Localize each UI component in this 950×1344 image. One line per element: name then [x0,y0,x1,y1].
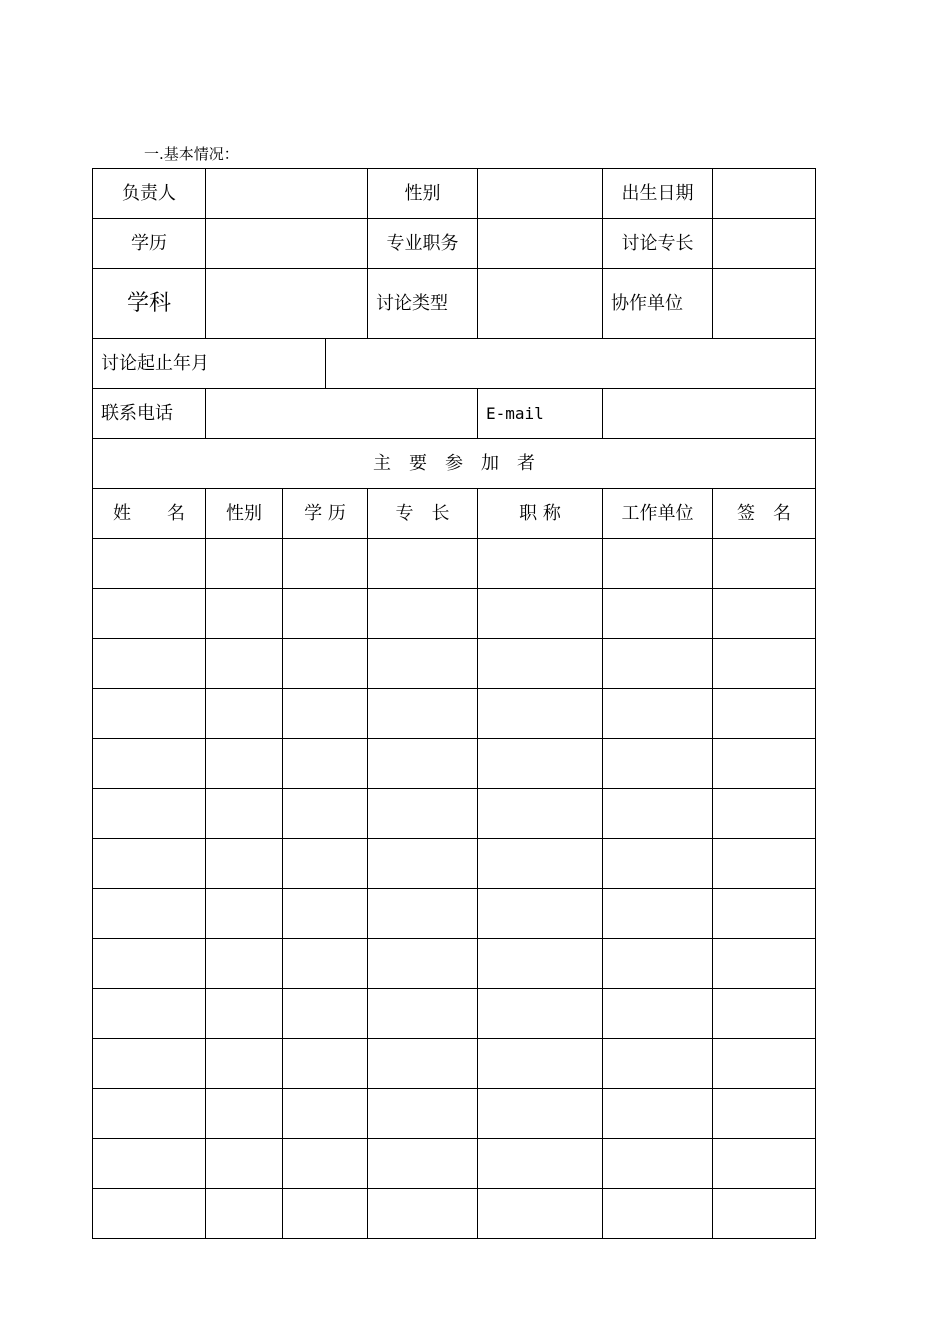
label-education: 学历 [93,219,206,269]
cell-name[interactable] [93,539,206,589]
cell-title[interactable] [478,839,603,889]
table-row [93,1139,816,1189]
table-row [93,739,816,789]
label-professional-title: 专业职务 [368,219,478,269]
cell-signature[interactable] [713,589,816,639]
cell-specialty[interactable] [368,1139,478,1189]
col-header-signature: 签 名 [713,489,816,539]
cell-signature[interactable] [713,1039,816,1089]
label-leader: 负责人 [93,169,206,219]
col-header-work-unit: 工作单位 [603,489,713,539]
cell-signature[interactable] [713,1139,816,1189]
cell-gender[interactable] [206,939,283,989]
cell-specialty[interactable] [368,1189,478,1239]
cell-work-unit[interactable] [603,1189,713,1239]
cell-name[interactable] [93,1189,206,1239]
section-title: 一.基本情况： [144,145,239,163]
cell-specialty[interactable] [368,539,478,589]
cell-name[interactable] [93,1139,206,1189]
cell-work-unit[interactable] [603,589,713,639]
cell-education[interactable] [283,639,368,689]
cell-signature[interactable] [713,989,816,1039]
label-discipline: 学科 [93,269,206,339]
field-birth-date[interactable] [713,169,816,219]
cell-gender[interactable] [206,689,283,739]
cell-work-unit[interactable] [603,1139,713,1189]
table-row [93,939,816,989]
cell-title[interactable] [478,639,603,689]
cell-work-unit[interactable] [603,1089,713,1139]
cell-education[interactable] [283,789,368,839]
table-row [93,989,816,1039]
cell-work-unit[interactable] [603,539,713,589]
row-leader [93,169,816,219]
cell-education[interactable] [283,1039,368,1089]
cell-gender[interactable] [206,739,283,789]
label-phone: 联系电话 [93,389,206,439]
cell-title[interactable] [478,939,603,989]
col-header-specialty: 专 长 [368,489,478,539]
cell-work-unit[interactable] [603,789,713,839]
col-header-title: 职 称 [478,489,603,539]
cell-name[interactable] [93,939,206,989]
cell-work-unit[interactable] [603,739,713,789]
cell-title[interactable] [478,889,603,939]
col-header-name: 姓 名 [93,489,206,539]
label-email: E-mail [478,389,603,439]
cell-gender[interactable] [206,1089,283,1139]
cell-specialty[interactable] [368,889,478,939]
table-row [93,789,816,839]
cell-signature[interactable] [713,939,816,989]
cell-work-unit[interactable] [603,889,713,939]
cell-name[interactable] [93,639,206,689]
field-discussion-period[interactable] [326,339,816,389]
cell-education[interactable] [283,1089,368,1139]
basic-info-table [92,168,816,1239]
cell-work-unit[interactable] [603,639,713,689]
cell-signature[interactable] [713,1089,816,1139]
field-professional-title[interactable] [478,219,603,269]
cell-work-unit[interactable] [603,689,713,739]
field-discussion-specialty[interactable] [713,219,816,269]
cell-gender[interactable] [206,1039,283,1089]
cell-gender[interactable] [206,1139,283,1189]
cell-title[interactable] [478,1089,603,1139]
cell-signature[interactable] [713,639,816,689]
cell-education[interactable] [283,539,368,589]
cell-specialty[interactable] [368,939,478,989]
cell-gender[interactable] [206,789,283,839]
cell-specialty[interactable] [368,739,478,789]
field-leader[interactable] [206,169,368,219]
label-birth-date: 出生日期 [603,169,713,219]
col-header-education: 学 历 [283,489,368,539]
cell-work-unit[interactable] [603,989,713,1039]
participants-heading: 主 要 参 加 者 [93,439,816,489]
cell-work-unit[interactable] [603,939,713,989]
cell-title[interactable] [478,1139,603,1189]
table-row [93,639,816,689]
label-discussion-type: 讨论类型 [368,269,478,339]
cell-title[interactable] [478,989,603,1039]
cell-specialty[interactable] [368,789,478,839]
cell-gender[interactable] [206,639,283,689]
cell-education[interactable] [283,1189,368,1239]
row-discussion-period [93,339,816,389]
cell-gender[interactable] [206,989,283,1039]
label-discussion-period: 讨论起止年月 [93,339,326,389]
col-header-gender: 性别 [206,489,283,539]
cell-specialty[interactable] [368,589,478,639]
cell-work-unit[interactable] [603,1039,713,1089]
cell-specialty[interactable] [368,839,478,889]
cell-name[interactable] [93,739,206,789]
cell-title[interactable] [478,789,603,839]
cell-education[interactable] [283,889,368,939]
table-row [93,1089,816,1139]
cell-name[interactable] [93,1039,206,1089]
field-discussion-type[interactable] [478,269,603,339]
cell-title[interactable] [478,739,603,789]
cell-education[interactable] [283,689,368,739]
field-education[interactable] [206,219,368,269]
table-row [93,689,816,739]
cell-education[interactable] [283,839,368,889]
cell-gender[interactable] [206,889,283,939]
row-discipline [93,269,816,339]
cell-education[interactable] [283,589,368,639]
table-row [93,839,816,889]
participant-rows [93,539,816,1239]
cell-title[interactable] [478,589,603,639]
field-email[interactable] [603,389,816,439]
cell-name[interactable] [93,689,206,739]
cell-title[interactable] [478,1039,603,1089]
row-education [93,219,816,269]
cell-name[interactable] [93,589,206,639]
cell-work-unit[interactable] [603,839,713,889]
participants-header-row [93,489,816,539]
table-row [93,1189,816,1239]
field-phone[interactable] [206,389,478,439]
label-gender: 性别 [368,169,478,219]
cell-name[interactable] [93,839,206,889]
row-participants-heading [93,439,816,489]
cell-gender[interactable] [206,1189,283,1239]
table-row [93,539,816,589]
cell-signature[interactable] [713,739,816,789]
cell-signature[interactable] [713,789,816,839]
cell-title[interactable] [478,689,603,739]
field-gender[interactable] [478,169,603,219]
label-collaborating-unit: 协作单位 [603,269,713,339]
cell-specialty[interactable] [368,1089,478,1139]
cell-signature[interactable] [713,889,816,939]
row-contact [93,389,816,439]
cell-education[interactable] [283,739,368,789]
cell-signature[interactable] [713,689,816,739]
cell-signature[interactable] [713,539,816,589]
cell-education[interactable] [283,1139,368,1189]
cell-gender[interactable] [206,839,283,889]
cell-name[interactable] [93,889,206,939]
label-discussion-specialty: 讨论专长 [603,219,713,269]
cell-specialty[interactable] [368,989,478,1039]
table-row [93,589,816,639]
cell-name[interactable] [93,989,206,1039]
cell-gender[interactable] [206,539,283,589]
cell-signature[interactable] [713,839,816,889]
table-row [93,889,816,939]
cell-title[interactable] [478,539,603,589]
cell-name[interactable] [93,1089,206,1139]
table-row [93,1039,816,1089]
cell-specialty[interactable] [368,689,478,739]
cell-specialty[interactable] [368,1039,478,1089]
field-discipline[interactable] [206,269,368,339]
cell-education[interactable] [283,939,368,989]
cell-gender[interactable] [206,589,283,639]
cell-title[interactable] [478,1189,603,1239]
cell-signature[interactable] [713,1189,816,1239]
cell-specialty[interactable] [368,639,478,689]
field-collaborating-unit[interactable] [713,269,816,339]
cell-education[interactable] [283,989,368,1039]
cell-name[interactable] [93,789,206,839]
